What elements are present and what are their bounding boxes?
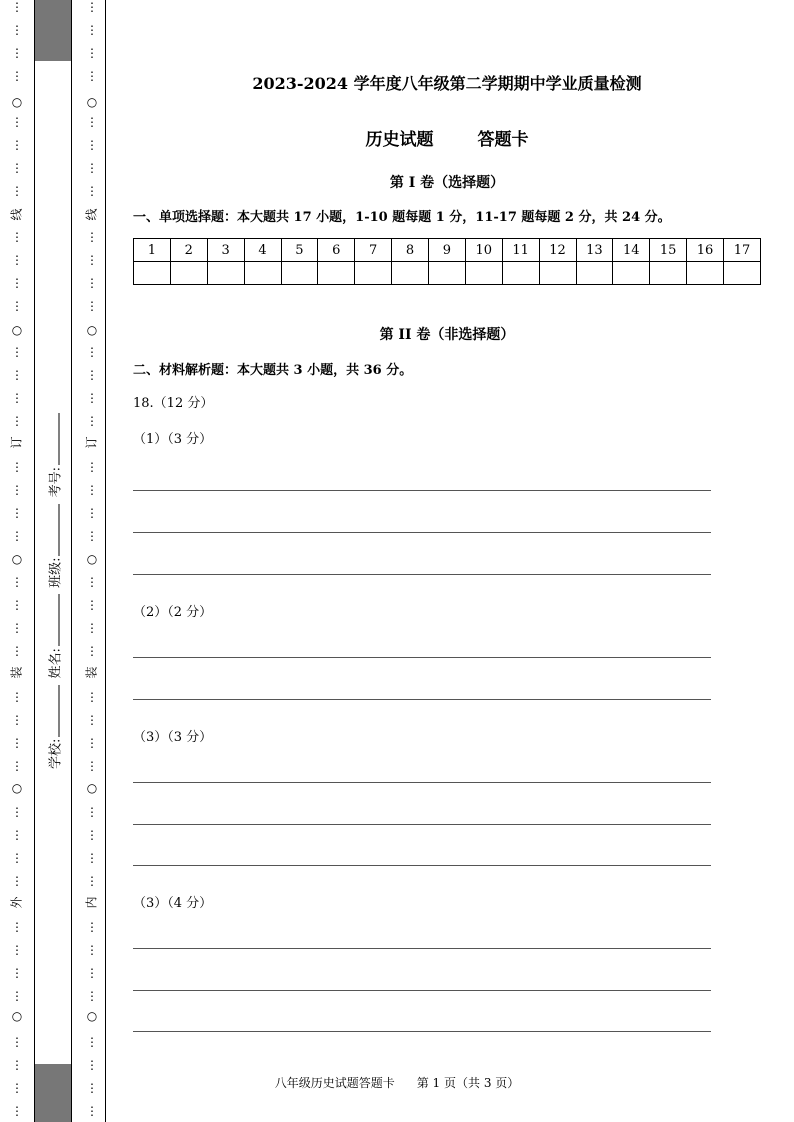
dots-mark: ⋮: [11, 644, 23, 658]
answer-cell[interactable]: [724, 262, 761, 285]
dots-mark: ⋮: [86, 460, 98, 474]
dots-mark: ⋮: [11, 161, 23, 175]
dots-mark: ⋮: [86, 644, 98, 658]
outer-mark-2: 装: [9, 666, 24, 679]
dots-mark: ⋮: [86, 943, 98, 957]
dots-mark: ⋮: [11, 874, 23, 888]
outer-mark-0: 线: [9, 208, 24, 221]
answer-row: [134, 262, 761, 285]
dots-mark: ⋮: [86, 805, 98, 819]
answer-cell[interactable]: [392, 262, 429, 285]
inner-mark-2: 装: [84, 666, 99, 679]
dots-mark: ⋮: [86, 1104, 98, 1118]
footer-page: 第 1 页（共 3 页）: [416, 1076, 520, 1090]
question-number-cell: 15: [650, 239, 687, 262]
binding-circle: ○: [86, 552, 98, 566]
dots-mark: ⋮: [11, 1035, 23, 1049]
dots-mark: ⋮: [11, 1081, 23, 1095]
question-number-cell: 7: [355, 239, 392, 262]
answer-writing-line[interactable]: [133, 490, 711, 491]
dots-mark: ⋮: [11, 506, 23, 520]
answer-writing-line[interactable]: [133, 990, 711, 991]
dots-mark: ⋮: [86, 299, 98, 313]
page-title: 2023-2024 学年度八年级第二学期期中学业质量检测: [252, 74, 642, 93]
answer-cell[interactable]: [318, 262, 355, 285]
dots-mark: ⋮: [86, 874, 98, 888]
sub-question-label: （3）（3 分）: [133, 730, 213, 745]
dots-mark: ⋮: [11, 345, 23, 359]
dots-mark: ⋮: [11, 184, 23, 198]
outer-mark-3: 外: [9, 896, 24, 909]
binding-circle: ○: [11, 95, 23, 109]
dots-mark: ⋮: [11, 46, 23, 60]
dots-mark: ⋮: [86, 253, 98, 267]
answer-cell[interactable]: [613, 262, 650, 285]
question-number-cell: 9: [429, 239, 466, 262]
dots-mark: ⋮: [11, 920, 23, 934]
subject-label: 历史试题: [365, 130, 434, 150]
dots-mark: ⋮: [11, 690, 23, 704]
dots-mark: ⋮: [11, 253, 23, 267]
question-number-cell: 13: [576, 239, 613, 262]
dots-mark: ⋮: [86, 69, 98, 83]
question-number-cell: 12: [539, 239, 576, 262]
answer-cell[interactable]: [502, 262, 539, 285]
page-footer: [0, 1074, 794, 1091]
dots-mark: ⋮: [86, 0, 98, 14]
question-18-label: 18.（12 分）: [133, 396, 214, 411]
dots-mark: ⋮: [86, 575, 98, 589]
dots-mark: ⋮: [86, 506, 98, 520]
answer-writing-line[interactable]: [133, 948, 711, 949]
dots-mark: ⋮: [11, 368, 23, 382]
question-number-cell: 6: [318, 239, 355, 262]
question-number-cell: 2: [170, 239, 207, 262]
dots-mark: ⋮: [86, 276, 98, 290]
dots-mark: ⋮: [11, 1104, 23, 1118]
binding-circle: ○: [86, 1009, 98, 1023]
outer-binding-column: [9, 0, 25, 1122]
number-field[interactable]: [59, 413, 60, 465]
question-number-cell: 14: [613, 239, 650, 262]
answer-cell[interactable]: [355, 262, 392, 285]
dots-mark: ⋮: [11, 414, 23, 428]
dots-mark: ⋮: [11, 1058, 23, 1072]
question-number-row: [134, 239, 761, 262]
dots-mark: ⋮: [86, 230, 98, 244]
answer-cell[interactable]: [244, 262, 281, 285]
dots-mark: ⋮: [11, 828, 23, 842]
dots-mark: ⋮: [86, 368, 98, 382]
school-label: 学校:: [48, 738, 64, 769]
number-label: 考号:: [48, 467, 64, 498]
dots-mark: ⋮: [11, 966, 23, 980]
dots-mark: ⋮: [86, 115, 98, 129]
footer-title: 八年级历史试题答题卡: [274, 1076, 395, 1090]
dots-mark: ⋮: [86, 851, 98, 865]
answer-writing-line[interactable]: [133, 532, 711, 533]
dots-mark: ⋮: [86, 966, 98, 980]
sub-question-label: （1）（3 分）: [133, 432, 213, 447]
dots-mark: ⋮: [86, 920, 98, 934]
binding-border-line: [105, 0, 106, 1122]
question-number-cell: 4: [244, 239, 281, 262]
strip-gray-top: [35, 0, 71, 61]
dots-mark: ⋮: [11, 483, 23, 497]
answer-cell[interactable]: [539, 262, 576, 285]
dots-mark: ⋮: [11, 299, 23, 313]
dots-mark: ⋮: [11, 736, 23, 750]
dots-mark: ⋮: [11, 529, 23, 543]
dots-mark: ⋮: [11, 391, 23, 405]
dots-mark: ⋮: [11, 69, 23, 83]
dots-mark: ⋮: [86, 1035, 98, 1049]
dots-mark: ⋮: [86, 690, 98, 704]
dots-mark: ⋮: [11, 115, 23, 129]
inner-binding-column: [84, 0, 100, 1122]
sub-question-label: （3）（4 分）: [133, 896, 213, 911]
question-number-cell: 16: [687, 239, 724, 262]
dots-mark: ⋮: [86, 414, 98, 428]
dots-mark: ⋮: [86, 138, 98, 152]
dots-mark: ⋮: [86, 529, 98, 543]
dots-mark: ⋮: [11, 621, 23, 635]
dots-mark: ⋮: [11, 23, 23, 37]
page-subtitle: [133, 125, 761, 150]
answer-writing-line[interactable]: [133, 574, 711, 575]
dots-mark: ⋮: [86, 1081, 98, 1095]
answer-cell[interactable]: [465, 262, 502, 285]
answer-cell[interactable]: [170, 262, 207, 285]
dots-mark: ⋮: [86, 759, 98, 773]
dots-mark: ⋮: [11, 460, 23, 474]
dots-mark: ⋮: [11, 575, 23, 589]
inner-mark-1: 订: [84, 436, 99, 449]
dots-mark: ⋮: [86, 1058, 98, 1072]
binding-circle: ○: [86, 781, 98, 795]
part2-instruction: 二、材料解析题：本大题共 3 小题，共 36 分。: [133, 363, 413, 378]
class-field[interactable]: [59, 504, 60, 556]
answer-cell[interactable]: [576, 262, 613, 285]
outer-mark-1: 订: [9, 436, 24, 449]
answer-writing-line[interactable]: [133, 657, 711, 658]
dots-mark: ⋮: [86, 161, 98, 175]
sub-question-label: （2）（2 分）: [133, 605, 213, 620]
answer-cell[interactable]: [687, 262, 724, 285]
card-label: 答题卡: [477, 130, 529, 150]
name-label: 姓名:: [48, 648, 64, 679]
binding-circle: ○: [11, 552, 23, 566]
dots-mark: ⋮: [11, 0, 23, 14]
part1-heading: 第 I 卷（选择题）: [389, 175, 505, 191]
dots-mark: ⋮: [86, 736, 98, 750]
school-field[interactable]: [59, 685, 60, 737]
dots-mark: ⋮: [86, 621, 98, 635]
question-number-cell: 8: [392, 239, 429, 262]
dots-mark: ⋮: [11, 598, 23, 612]
dots-mark: ⋮: [11, 276, 23, 290]
question-number-cell: 10: [465, 239, 502, 262]
dots-mark: ⋮: [86, 713, 98, 727]
dots-mark: ⋮: [11, 713, 23, 727]
dots-mark: ⋮: [86, 391, 98, 405]
answer-cell[interactable]: [281, 262, 318, 285]
dots-mark: ⋮: [86, 989, 98, 1003]
dots-mark: ⋮: [11, 759, 23, 773]
answer-writing-line[interactable]: [133, 824, 711, 825]
name-field[interactable]: [59, 594, 60, 646]
binding-circle: ○: [11, 1009, 23, 1023]
answer-cell[interactable]: [650, 262, 687, 285]
choice-answer-table: [133, 238, 761, 285]
class-label: 班级:: [48, 557, 64, 588]
dots-mark: ⋮: [11, 805, 23, 819]
question-number-cell: 11: [502, 239, 539, 262]
dots-mark: ⋮: [86, 345, 98, 359]
question-number-cell: 17: [724, 239, 761, 262]
dots-mark: ⋮: [86, 828, 98, 842]
question-number-cell: 1: [134, 239, 171, 262]
dots-mark: ⋮: [86, 23, 98, 37]
strip-gray-bottom: [35, 1064, 71, 1122]
part1-instruction: 一、单项选择题：本大题共 17 小题，1-10 题每题 1 分，11-17 题每题 2 分，共 24 分。: [133, 210, 671, 225]
student-info-fields: [45, 411, 64, 769]
binding-circle: ○: [86, 95, 98, 109]
question-number-cell: 3: [207, 239, 244, 262]
inner-mark-0: 线: [84, 208, 99, 221]
part2-heading: 第 II 卷（非选择题）: [379, 327, 515, 343]
answer-writing-line[interactable]: [133, 865, 711, 866]
dots-mark: ⋮: [86, 483, 98, 497]
binding-circle: ○: [86, 323, 98, 337]
answer-writing-line[interactable]: [133, 782, 711, 783]
answer-cell[interactable]: [134, 262, 171, 285]
dots-mark: ⋮: [11, 989, 23, 1003]
answer-cell[interactable]: [429, 262, 466, 285]
dots-mark: ⋮: [11, 851, 23, 865]
answer-writing-line[interactable]: [133, 1031, 711, 1032]
dots-mark: ⋮: [86, 184, 98, 198]
dots-mark: ⋮: [11, 138, 23, 152]
dots-mark: ⋮: [86, 46, 98, 60]
dots-mark: ⋮: [11, 230, 23, 244]
binding-circle: ○: [11, 781, 23, 795]
question-number-cell: 5: [281, 239, 318, 262]
binding-circle: ○: [11, 323, 23, 337]
inner-mark-3: 内: [84, 896, 99, 909]
answer-cell[interactable]: [207, 262, 244, 285]
dots-mark: ⋮: [86, 598, 98, 612]
dots-mark: ⋮: [11, 943, 23, 957]
answer-writing-line[interactable]: [133, 699, 711, 700]
